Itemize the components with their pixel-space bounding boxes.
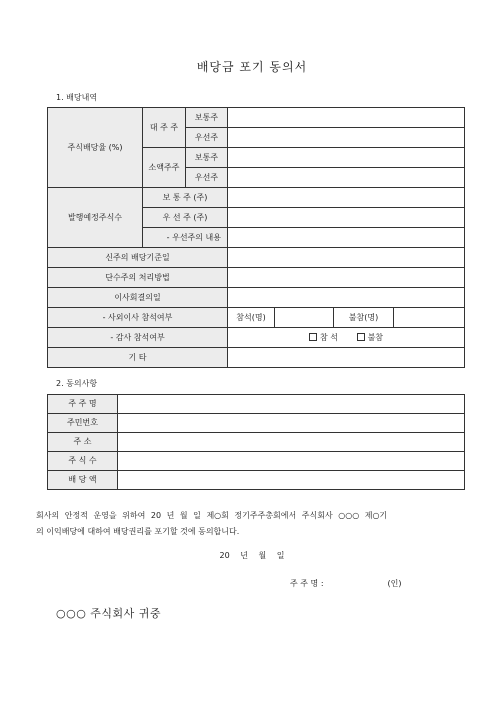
minor-holder-label: 소액주주 — [143, 148, 186, 188]
fraction-method-label: 단수주의 처리방법 — [48, 268, 228, 288]
consent-statement — [36, 508, 468, 540]
preferred-detail-label: - 우선주의 내용 — [143, 228, 228, 248]
signer-label: 주 주 명 : — [290, 579, 324, 588]
document-title: 배당금 포기 동의서 — [196, 60, 308, 74]
issued-preferred-label: 우 선 주 (주) — [143, 208, 228, 228]
board-date-value[interactable] — [228, 288, 465, 308]
checkbox-icon[interactable] — [357, 333, 365, 341]
address-value[interactable] — [118, 433, 465, 452]
preferred-detail-value[interactable] — [228, 228, 465, 248]
dividend-amount-value[interactable] — [118, 471, 465, 490]
major-holder-label: 대 주 주 — [143, 108, 186, 148]
minor-preferred-value[interactable] — [228, 168, 465, 188]
new-share-date-label: 신주의 배당기준일 — [48, 248, 228, 268]
other-value[interactable] — [228, 348, 465, 368]
shareholding-label: 주식배당율 (%) — [48, 108, 143, 188]
fraction-method-value[interactable] — [228, 268, 465, 288]
attend-count-value[interactable] — [275, 308, 334, 328]
issued-common-value[interactable] — [228, 188, 465, 208]
major-preferred-value[interactable] — [228, 128, 465, 148]
consent-statement-line-1: 회사의 안정적 운영을 위하여 20 년 월 일 제○회 정기주주총회에서 주식회사 ○○○ 제○기 — [36, 511, 388, 520]
shareholder-name-value[interactable] — [118, 395, 465, 414]
consent-table — [47, 394, 465, 490]
issued-shares-label: 발행예정주식수 — [48, 188, 143, 248]
other-label: 기 타 — [48, 348, 228, 368]
board-date-label: 이사회결의일 — [48, 288, 228, 308]
dividend-amount-label: 배 당 액 — [48, 471, 118, 490]
absent-option[interactable]: 불참 — [357, 333, 383, 342]
seal-mark: (인) — [387, 579, 402, 588]
issued-common-label: 보 통 주 (주) — [143, 188, 228, 208]
auditor-label: - 감사 참석여부 — [48, 328, 228, 348]
attend-option[interactable]: 참 석 — [309, 333, 338, 342]
major-common-label: 보통주 — [186, 108, 228, 128]
share-count-label: 주 식 수 — [48, 452, 118, 471]
new-share-date-value[interactable] — [228, 248, 465, 268]
minor-common-label: 보통주 — [186, 148, 228, 168]
major-preferred-label: 우선주 — [186, 128, 228, 148]
section-2-label: 2. 동의사항 — [56, 379, 98, 388]
section-1-label: 1. 배당내역 — [56, 93, 98, 102]
date-line: 20 년 월 일 — [219, 551, 285, 560]
resident-number-label: 주민번호 — [48, 414, 118, 433]
major-common-value[interactable] — [228, 108, 465, 128]
signer-line — [290, 578, 402, 589]
absent-count-label: 불참(명) — [334, 308, 394, 328]
minor-common-value[interactable] — [228, 148, 465, 168]
auditor-options — [228, 328, 465, 348]
resident-number-value[interactable] — [118, 414, 465, 433]
share-count-value[interactable] — [118, 452, 465, 471]
absent-count-value[interactable] — [394, 308, 465, 328]
minor-preferred-label: 우선주 — [186, 168, 228, 188]
checkbox-icon[interactable] — [309, 333, 317, 341]
issued-preferred-value[interactable] — [228, 208, 465, 228]
address-label: 주 소 — [48, 433, 118, 452]
dividend-details-table — [47, 107, 465, 368]
attend-count-label: 참석(명) — [228, 308, 275, 328]
shareholder-name-label: 주 주 명 — [48, 395, 118, 414]
consent-statement-line-2: 의 이익배당에 대하여 배당권리를 포기할 것에 동의합니다. — [36, 527, 240, 536]
addressee: ○○○ 주식회사 귀중 — [56, 607, 162, 620]
outside-director-label: - 사외이사 참석여부 — [48, 308, 228, 328]
